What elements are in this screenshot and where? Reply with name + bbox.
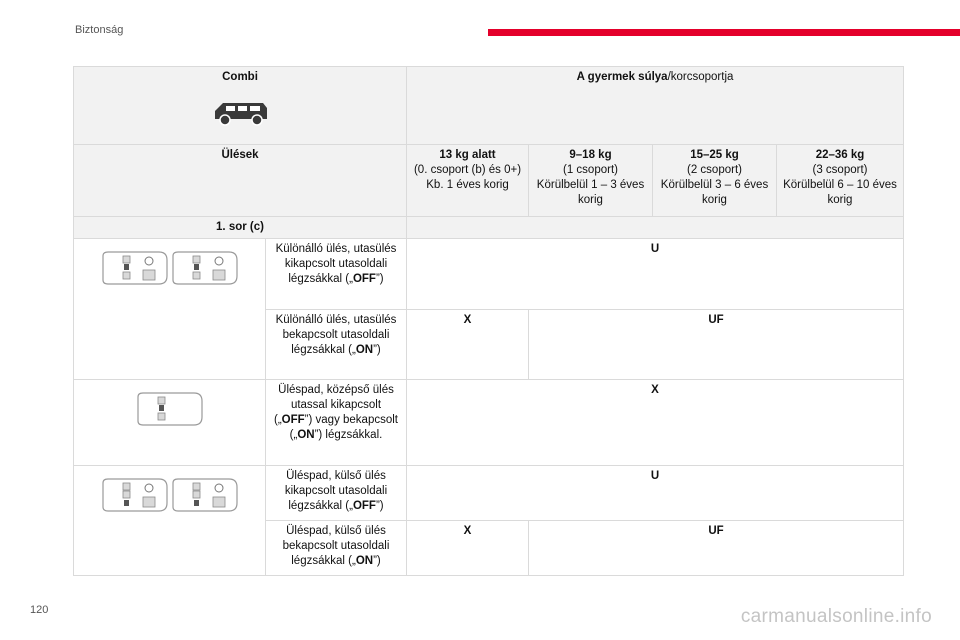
value-cell — [407, 466, 904, 521]
seats-label: Ülések — [221, 149, 259, 161]
airbag-state: OFF — [281, 414, 305, 426]
seat-layout-icon — [99, 477, 241, 513]
value-cell — [407, 380, 904, 466]
group-name: (1 csoport) — [563, 164, 618, 176]
group-weight: 22–36 kg — [815, 149, 865, 161]
seat-desc: Üléspad, középső ülés utassal kikapcsolt („ — [274, 384, 394, 426]
seat-desc-cell — [266, 239, 407, 310]
seat-desc-end: ”) — [373, 344, 381, 356]
value-cell — [407, 310, 529, 380]
group-weight: 13 kg alatt — [439, 149, 496, 161]
child-seat-table — [73, 66, 904, 576]
airbag-state: ON — [297, 429, 315, 441]
suitability-value: U — [650, 243, 660, 255]
row-section-label: 1. sor (c) — [216, 221, 264, 233]
diagram-cell — [74, 466, 266, 576]
value-cell — [407, 239, 904, 310]
seats-label-cell — [74, 145, 407, 217]
page-number: 120 — [30, 604, 49, 616]
suitability-value: UF — [708, 525, 724, 537]
airbag-state: ON — [355, 344, 374, 356]
seat-desc-end: ”) — [375, 273, 384, 285]
group-weight: 9–18 kg — [569, 149, 612, 161]
section-title: Biztonság — [75, 24, 124, 36]
section-color-bar — [488, 29, 960, 36]
suitability-value: UF — [708, 314, 724, 326]
seat-desc-cell — [266, 310, 407, 380]
value-cell — [529, 521, 904, 576]
seat-desc: Üléspad, külső ülés kikapcsolt utasoldali légzsákkal („ — [284, 470, 388, 512]
suitability-value: X — [651, 384, 659, 396]
group-cell — [777, 145, 904, 217]
group-age: Körülbelül 3 – 6 éves korig — [660, 179, 769, 206]
seat-desc: Üléspad, külső ülés bekapcsolt utasoldali légzsákkal („ — [282, 525, 390, 567]
suitability-value: X — [463, 525, 472, 537]
group-cell — [653, 145, 777, 217]
suitability-value: X — [463, 314, 472, 326]
group-weight: 15–25 kg — [690, 149, 739, 161]
weight-header-bold: A gyermek súlya — [576, 71, 668, 83]
airbag-state: OFF — [352, 273, 376, 285]
group-age: Körülbelül 6 – 10 éves korig — [783, 179, 897, 206]
van-side-icon — [209, 99, 271, 127]
weight-header-rest: /korcsoportja — [667, 71, 734, 83]
seat-desc-cell — [266, 521, 407, 576]
seat-desc-mid: ”) vagy bekapcsolt („ — [289, 414, 398, 441]
group-name: (0. csoport (b) és 0+) — [413, 164, 522, 176]
combi-label: Combi — [222, 71, 258, 83]
seat-desc-end: ”) légzsákkal. — [314, 429, 383, 441]
seat-desc-end: ”) — [375, 500, 384, 512]
seat-desc: Különálló ülés, utasülés bekapcsolt utasoldali légzsákkal („ — [275, 314, 397, 356]
seat-layout-icon — [99, 250, 241, 286]
seat-desc: Különálló ülés, utasülés kikapcsolt utasoldali légzsákkal („ — [275, 243, 397, 285]
group-cell — [529, 145, 653, 217]
value-cell — [529, 310, 904, 380]
seat-layout-icon — [134, 391, 206, 427]
combi-cell — [74, 67, 407, 145]
watermark: carmanualsonline.info — [740, 606, 932, 627]
weight-header-cell — [407, 67, 904, 145]
suitability-value: U — [650, 470, 660, 482]
airbag-state: OFF — [352, 500, 376, 512]
group-age: Kb. 1 éves korig — [426, 179, 509, 191]
value-cell — [407, 521, 529, 576]
diagram-cell — [74, 380, 266, 466]
seat-desc-end: ”) — [373, 555, 381, 567]
group-name: (2 csoport) — [687, 164, 742, 176]
row-section-cell — [74, 217, 407, 239]
group-cell — [407, 145, 529, 217]
diagram-cell — [74, 239, 266, 380]
seat-desc-cell — [266, 466, 407, 521]
seat-desc-cell — [266, 380, 407, 466]
group-age: Körülbelül 1 – 3 éves korig — [536, 179, 645, 206]
airbag-state: ON — [355, 555, 374, 567]
group-name: (3 csoport) — [812, 164, 868, 176]
